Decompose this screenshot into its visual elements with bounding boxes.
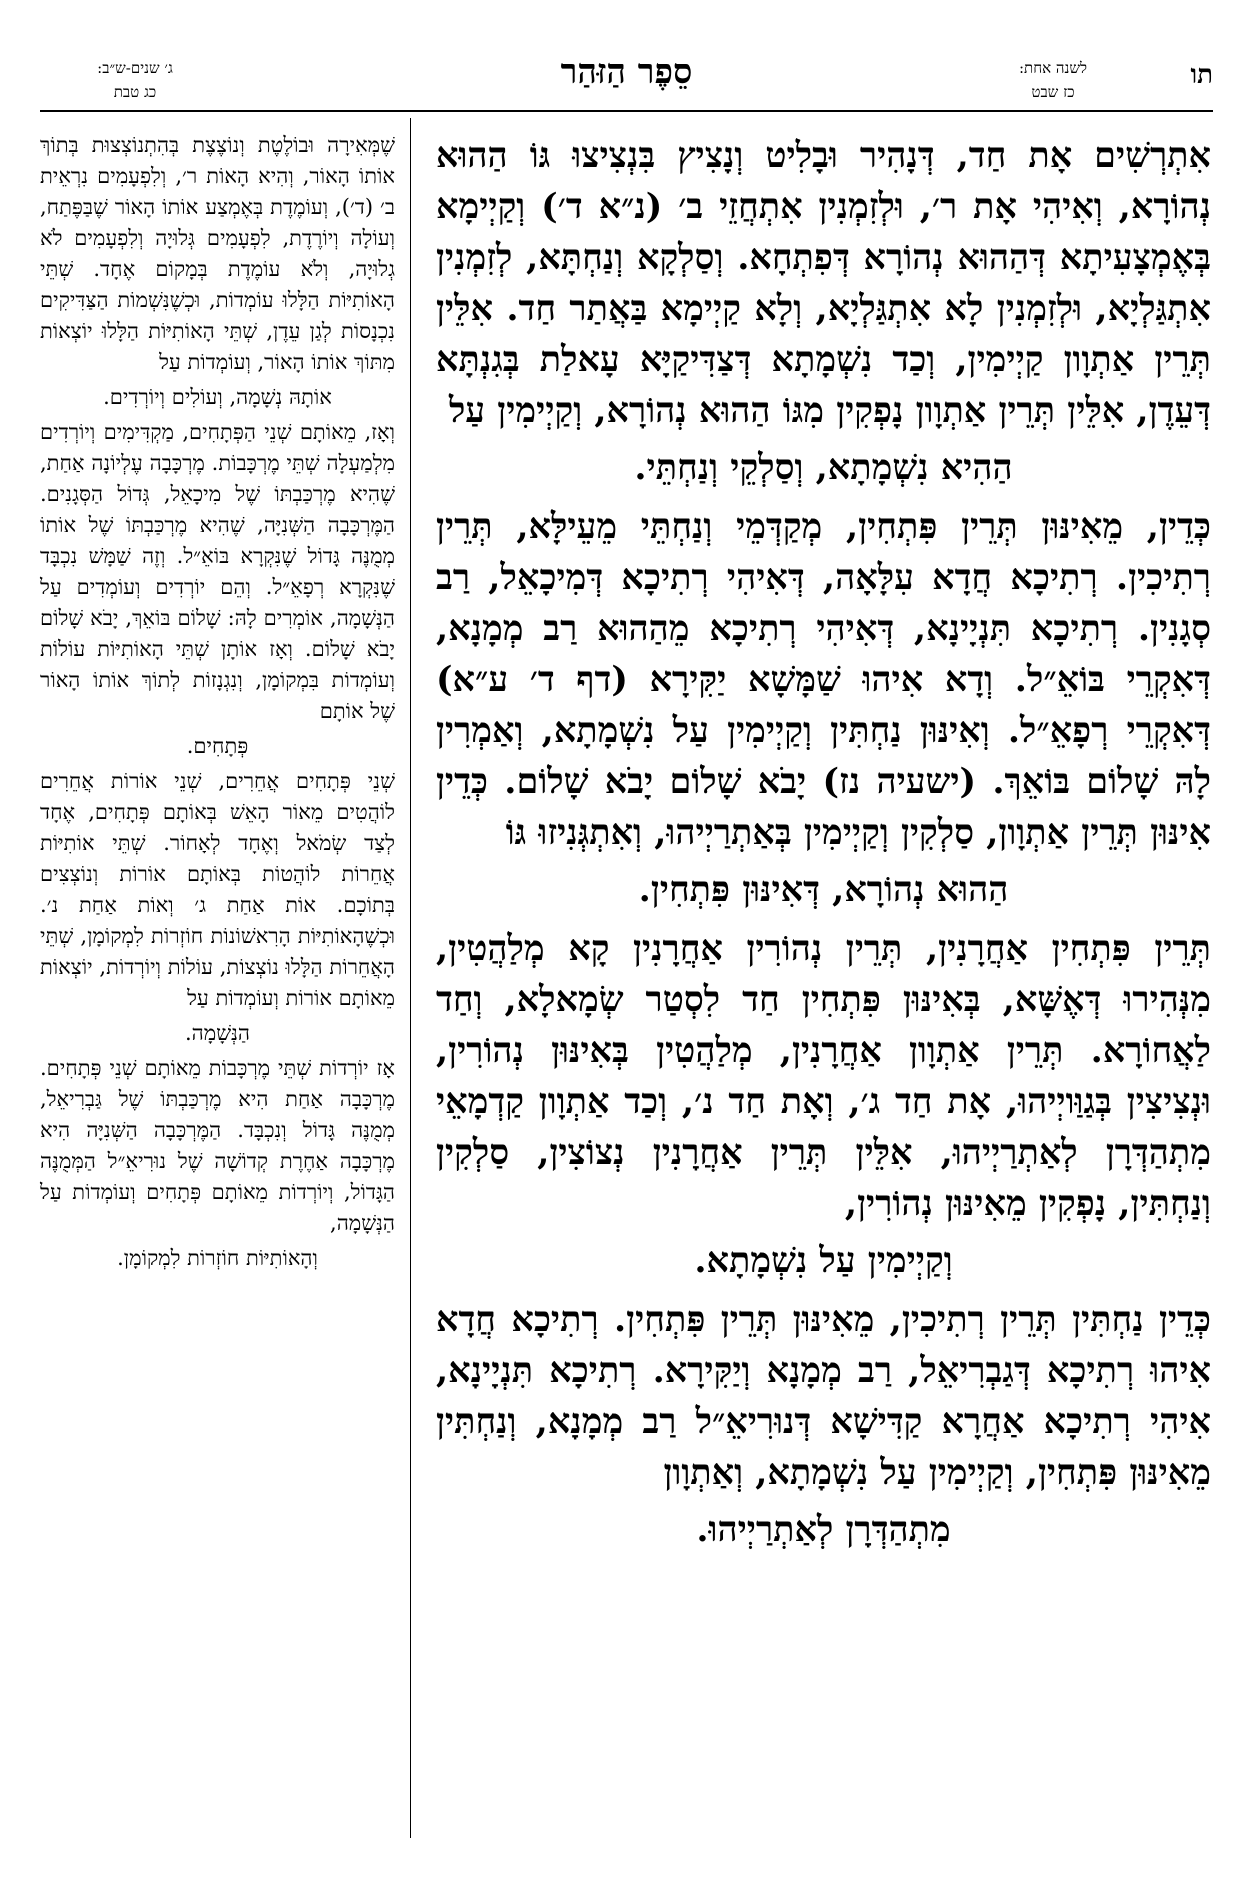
header-schedule-left	[40, 56, 230, 104]
column-divider	[410, 118, 411, 1838]
header-left-line1: ג׳ שנים-ש״ב:	[97, 59, 173, 77]
header-right-line2: כז שבט	[1031, 83, 1075, 101]
side-paragraph-end: וְהָאוֹתִיּוֹת חוֹזְרוֹת לִמְקוֹמָן.	[117, 1246, 318, 1270]
main-paragraph-end: הַהוּא נְהוֹרָא, דְּאִינּוּן פִּתְחִין.	[638, 869, 1009, 910]
side-paragraph-end: הַנְּשָׁמָה.	[185, 1021, 250, 1045]
page-number: תו	[1190, 60, 1213, 90]
side-paragraph: שְׁנֵי פְּתָחִים אֲחֵרִים, שְׁנֵי אוֹרוֹת אֲחֵרִים לוֹהֲטִים מֵאוֹר הָאֵשׁ בְּאוֹתָם פְּתָחִים, אֶחָד לְצַד שְׂמֹאל וְאֶחָד לְאָחוֹר. שְׁתֵּי אוֹתִיּוֹת אֲחֵרוֹת לוֹהֲטוֹת בְּאוֹתָם אוֹרוֹת וְנוֹצְצִים בְּתוֹכָם. אוֹת אַחַת ג׳ וְאוֹת אַחַת נ׳. וּכְשֶׁהָאוֹתִיּוֹת הָרִאשׁוֹנוֹת חוֹזְרוֹת לִמְקוֹמָן, שְׁתֵּי הָאֲחֵרוֹת הַלָּלוּ נוֹצְצוֹת, עוֹלוֹת וְיוֹרְדוֹת, יוֹצְאוֹת מֵאוֹתָם אוֹרוֹת וְעוֹמְדוֹת עַל	[40, 769, 395, 1010]
side-paragraph: אָז יוֹרְדוֹת שְׁתֵּי מֶרְכָּבוֹת מֵאוֹתָם שְׁנֵי פְּתָחִים. מֶרְכָּבָה אַחַת הִיא מֶרְכַּבְתּוֹ שֶׁל גַּבְרִיאֵל, מְמֻנֶּה גָּדוֹל וְנִכְבָּד. הַמֶּרְכָּבָה הַשְּׁנִיָּה הִיא מֶרְכָּבָה אַחֶרֶת קְדוֹשָׁה שֶׁל נוּרִיאֵ״ל הַמְּמֻנֶּה הַגָּדוֹל, וְיוֹרְדוֹת מֵאוֹתָם פְּתָחִים וְעוֹמְדוֹת עַל הַנְּשָׁמָה,	[40, 1056, 395, 1235]
side-paragraph: וְאָז, מֵאוֹתָם שְׁנֵי הַפְּתָחִים, מַקְדִּימִים וְיוֹרְדִים מִלְמַעְלָה שְׁתֵּי מֶרְכָּבוֹת. מֶרְכָּבָה עֶלְיוֹנָה אַחַת, שֶׁהִיא מֶרְכַּבְתּוֹ שֶׁל מִיכָאֵל, גְּדוֹל הַסְּגָנִים. הַמֶּרְכָּבָה הַשְּׁנִיָּה, שֶׁהִיא מֶרְכַּבְתּוֹ שֶׁל אוֹתוֹ מְמֻנֶּה גָּדוֹל שֶׁנִּקְרָא בּוֹאֵ״ל. וְזֶה שַׁמָּשׁ נִכְבָּד שֶׁנִּקְרָא רְפָאֵ״ל. וְהֵם יוֹרְדִים וְעוֹמְדִים עַל הַנְּשָׁמָה, אוֹמְרִים לָהּ: שָׁלוֹם בּוֹאֵךְ, יָבֹא שָׁלוֹם יָבֹא שָׁלוֹם. וְאָז אוֹתָן שְׁתֵּי הָאוֹתִיּוֹת עוֹלוֹת וְעוֹמְדוֹת בִּמְקוֹמָן, וְנִגְנָזוֹת לְתוֹךְ אוֹתוֹ הָאוֹר שֶׁל אוֹתָם	[40, 420, 395, 723]
header-rule	[40, 110, 1213, 112]
page-header	[40, 48, 1213, 108]
main-paragraph: כְּדֵין נַחְתִּין תְּרֵין רְתִיכִין, מֵאִינּוּן תְּרֵין פִּתְחִין. רְתִיכָא חֲדָא אִיהוּ רְתִיכָא דְּגַבְרִיאֵל, רַב מְמָנָא וְיַקִּירָא. רְתִיכָא תִּנְיָינָא, אִיהִי רְתִיכָא אַחֲרָא קַדִּישָׁא דְּנוּרִיאֵ״ל רַב מְמָנָא, וְנַחְתִּין מֵאִינּוּן פִּתְחִין, וְקַיְימִין עַל נִשְׁמָתָא, וְאַתְוָון	[436, 1299, 1211, 1493]
hebrew-translation-column	[40, 130, 395, 1278]
side-paragraph-end: אוֹתָהּ נְשָׁמָה, וְעוֹלִים וְיוֹרְדִים.	[103, 385, 332, 409]
aramaic-text-column	[436, 130, 1211, 1563]
book-title: סֵפֶר הַזּהַר	[560, 52, 693, 92]
main-paragraph: אִתְרְשִׁים אָת חַד, דְּנָהִיר וּבָלִיט וְנָצִיץ בִּנְצִיצוּ גּוֹ הַהוּא נְהוֹרָא, וְאִיהִי אָת ר׳, וּלְזִמְנִין אִתְחֲזֵי ב׳ (נ״א ד׳) וְקַיְימָא בְּאֶמְצָעִיתָא דְּהַהוּא נְהוֹרָא דְּפִתְחָא. וְסַלְקָא וְנַחְתָּא, לְזִמְנִין אִתְגַּלְיָא, וּלְזִמְנִין לָא אִתְגַּלְיָא, וְלָא קַיְימָא בַּאֲתַר חַד. אִלֵּין תְּרֵין אַתְוָון קַיְימִין, וְכַד נִשְׁמָתָא דְּצַדִּיקַיָּא עָאלַת בְּגִנְתָּא דְּעֵדֶן, אִלֵּין תְּרֵין אַתְוָון נָפְקִין מִגּוֹ הַהוּא נְהוֹרָא, וְקַיְימִין עַל	[436, 135, 1211, 431]
main-paragraph-end: מִתְהַדְּרָן לְאַתְרַיְיהוּ.	[696, 1509, 951, 1550]
header-left-line2: כג טבת	[113, 83, 157, 101]
main-paragraph-end: וְקַיְימִין עַל נִשְׁמָתָא.	[694, 1240, 953, 1281]
header-right-line1: לשנה אחת:	[1019, 59, 1087, 77]
main-paragraph: תְּרֵין פִּתְחִין אַחֲרָנִין, תְּרֵין נְהוֹרִין אַחֲרָנִין קָא מְלַהֲטִין, מִנְּהִירוּ דְּאֶשָּׁא, בְּאִינּוּן פִּתְחִין חַד לִסְטַר שְׂמָאלָא, וְחַד לַאֲחוֹרָא. תְּרֵין אַתְוָון אַחֲרָנִין, מְלַהֲטִין בְּאִינּוּן נְהוֹרִין, וּנְצִיצִין בְּגַוַּויְיהוּ, אָת חַד ג׳, וְאָת חַד נ׳, וְכַד אַתְוָון קַדְמָאֵי מִתְהַדְּרָן לְאַתְרַיְיהוּ, אִלֵּין תְּרֵין אַחֲרָנִין נְצוֹצִין, סַלְקִין וְנַחְתִּין, נָפְקִין מֵאִינּוּן נְהוֹרִין,	[436, 928, 1211, 1224]
main-paragraph-end: הַהִיא נִשְׁמָתָא, וְסַלְקֵי וְנַחְתֵּי.	[634, 447, 1013, 488]
main-paragraph: כְּדֵין, מֵאִינּוּן תְּרֵין פִּתְחִין, מְקַדְּמֵי וְנַחְתֵּי מֵעֵילָּא, תְּרֵין רְתִיכִין. רְתִיכָא חֲדָא עִלָּאָה, דְּאִיהִי רְתִיכָא דְּמִיכָאֵל, רַב סְגָנִין. רְתִיכָא תִּנְיָינָא, דְּאִיהִי רְתִיכָא מֵהַהוּא רַב מְמָנָא, דְּאִקְרֵי בּוֹאֵ״ל. וְדָא אִיהוּ שַׁמָּשָׁא יַקִּירָא (דף ד׳ ע״א) דְּאִקְרֵי רְפָאֵ״ל. וְאִינּוּן נַחְתִּין וְקַיְימִין עַל נִשְׁמָתָא, וְאַמְרִין לָהּ שָׁלוֹם בּוֹאֵךְ. (ישעיה נז) יָבֹא שָׁלוֹם יָבֹא שָׁלוֹם. כְּדֵין אִינּוּן תְּרֵין אַתְוָון, סַלְקִין וְקַיְימִין בְּאַתְרַיְיהוּ, וְאִתְגְּנִיזוּ גּוֹ	[436, 506, 1211, 853]
side-paragraph: שֶׁמְּאִירָה וּבוֹלֶטֶת וְנוֹצֶצֶת בְּהִתְנוֹצְצוּת בְּתוֹךְ אוֹתוֹ הָאוֹר, וְהִיא הָאוֹת ר׳, וְלִפְעָמִים נִרְאֵית ב׳ (ד׳), וְעוֹמֶדֶת בְּאֶמְצַע אוֹתוֹ הָאוֹר שֶׁבַּפֶּתַח, וְעוֹלָה וְיוֹרֶדֶת, לִפְעָמִים גְּלוּיָה וְלִפְעָמִים לֹא גְלוּיָה, וְלֹא עוֹמֶדֶת בְּמָקוֹם אֶחָד. שְׁתֵּי הָאוֹתִיּוֹת הַלָּלוּ עוֹמְדוֹת, וּכְשֶׁנִּשְׁמוֹת הַצַּדִּיקִים נִכְנָסוֹת לְגַן עֵדֶן, שְׁתֵּי הָאוֹתִיּוֹת הַלָּלוּ יוֹצְאוֹת מִתּוֹךְ אוֹתוֹ הָאוֹר, וְעוֹמְדוֹת עַל	[40, 133, 395, 374]
side-paragraph-end: פְּתָחִים.	[186, 734, 249, 758]
